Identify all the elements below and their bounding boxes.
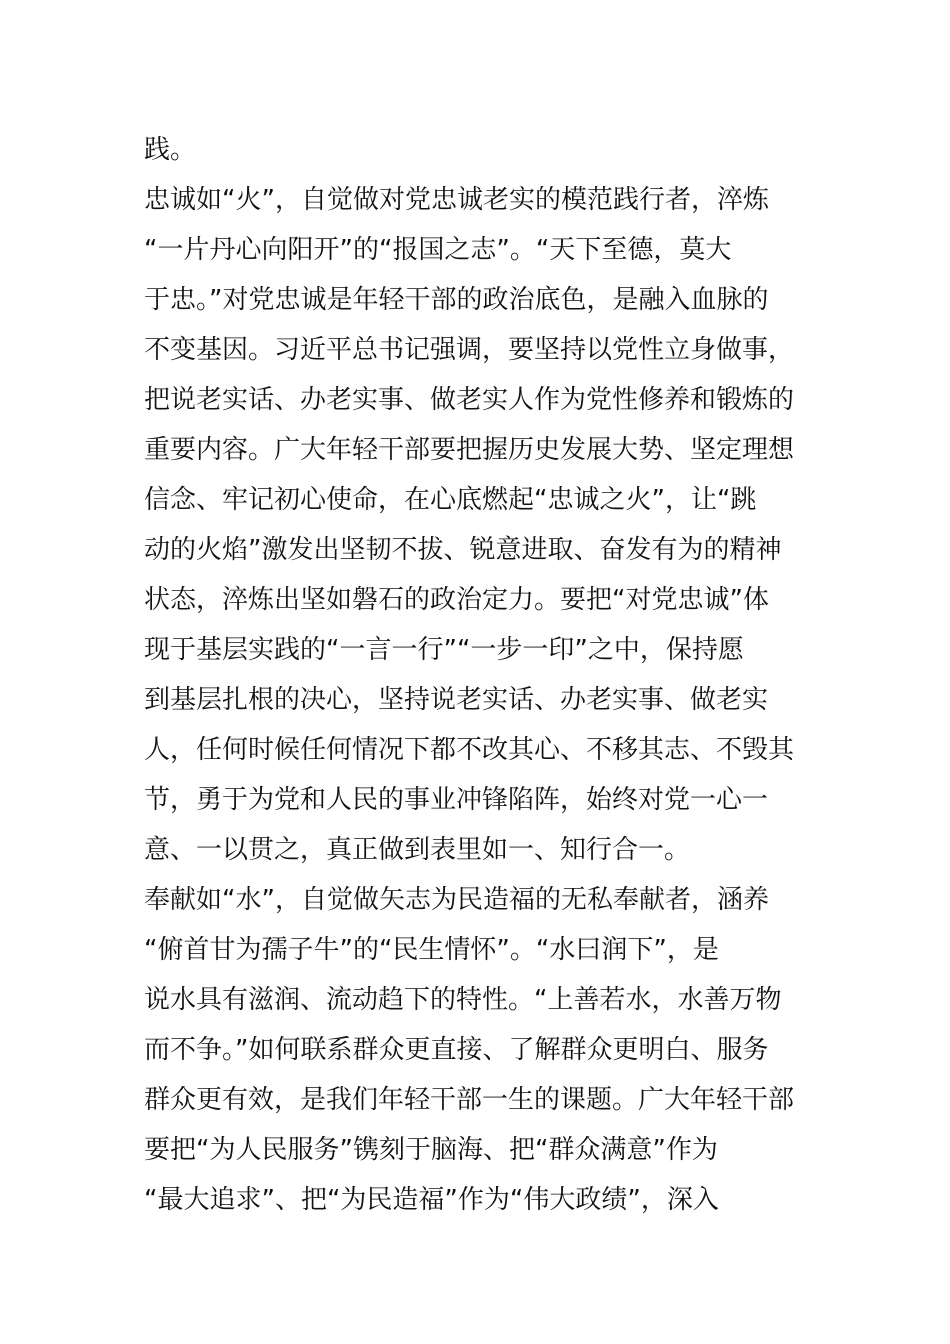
text-line: 践。 (144, 135, 197, 165)
text-line: 到基层扎根的决心，坚持说老实话、办老实事、做老实 (144, 685, 769, 715)
text-line: 信念、牢记初心使命，在心底燃起“忠诚之火”，让“跳 (144, 485, 757, 515)
text-line: 而不争。”如何联系群众更直接、了解群众更明白、服务 (144, 1035, 769, 1065)
body-text (144, 125, 810, 1225)
text-line: 奉献如“水”，自觉做矢志为民造福的无私奉献者，涵养 (144, 885, 769, 915)
text-line: 说水具有滋润、流动趋下的特性。“上善若水，水善万物 (144, 985, 782, 1015)
text-line: 忠诚如“火”，自觉做对党忠诚老实的模范践行者，淬炼 (144, 185, 769, 215)
text-line: “最大追求”、把“为民造福”作为“伟大政绩”，深入 (144, 1185, 719, 1215)
text-line: 重要内容。广大年轻干部要把握历史发展大势、坚定理想 (144, 435, 795, 465)
text-line: “一片丹心向阳开”的“报国之志”。“天下至德，莫大 (144, 235, 732, 265)
text-line: 节，勇于为党和人民的事业冲锋陷阵，始终对党一心一 (144, 785, 769, 815)
text-line: 动的火焰”激发出坚韧不拔、锐意进取、奋发有为的精神 (144, 535, 782, 565)
text-line: 人，任何时候任何情况下都不改其心、不移其志、不毁其 (144, 735, 795, 765)
text-line: 不变基因。习近平总书记强调，要坚持以党性立身做事， (144, 335, 795, 365)
text-line: 意、一以贯之，真正做到表里如一、知行合一。 (144, 835, 691, 865)
text-line: 群众更有效，是我们年轻干部一生的课题。广大年轻干部 (144, 1085, 795, 1115)
text-line: 于忠。”对党忠诚是年轻干部的政治底色，是融入血脉的 (144, 285, 769, 315)
text-line: 现于基层实践的“一言一行”“一步一印”之中，保持愿 (144, 635, 744, 665)
text-line: “俯首甘为孺子牛”的“民生情怀”。“水曰润下”，是 (144, 935, 719, 965)
text-line: 状态，淬炼出坚如磐石的政治定力。要把“对党忠诚”体 (144, 585, 769, 615)
text-line: 把说老实话、办老实事、做老实人作为党性修养和锻炼的 (144, 385, 795, 415)
text-line: 要把“为人民服务”镌刻于脑海、把“群众满意”作为 (144, 1135, 718, 1165)
